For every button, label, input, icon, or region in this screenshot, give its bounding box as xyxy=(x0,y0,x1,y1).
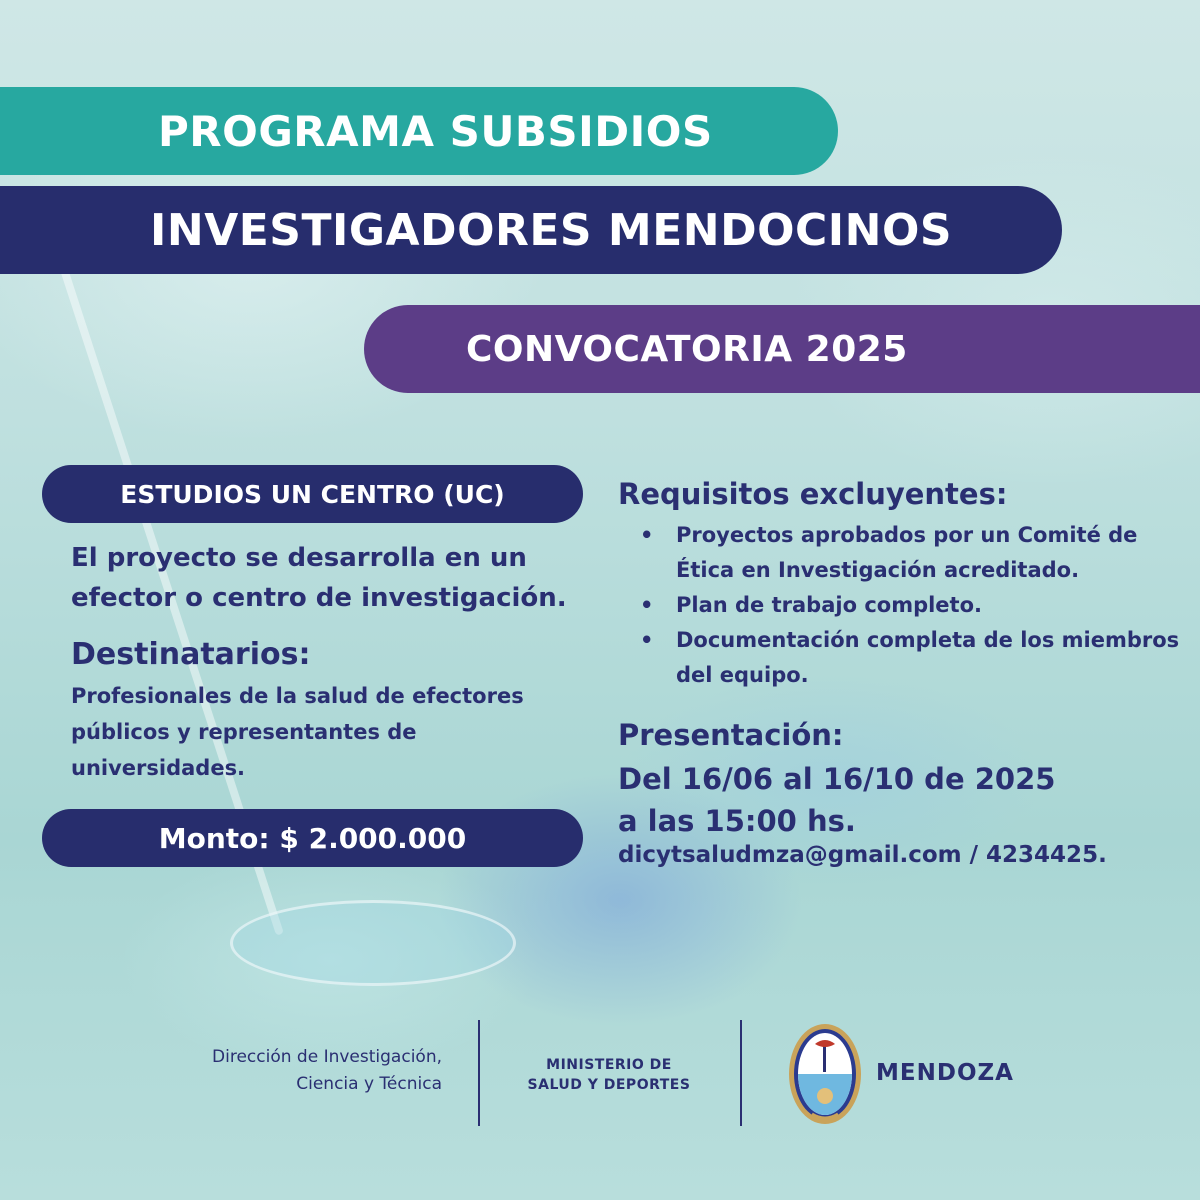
banner-title-2: INVESTIGADORES MENDOCINOS xyxy=(150,204,953,256)
direction-line-2: Ciencia y Técnica xyxy=(296,1074,442,1094)
presentation-heading: Presentación: xyxy=(618,718,844,752)
amount-label: Monto: $ 2.000.000 xyxy=(158,821,467,855)
requirement-item: • Documentación completa de los miembros del equipo. xyxy=(640,623,1185,693)
footer-divider xyxy=(478,1020,480,1126)
ministry-line-2: SALUD Y DEPORTES xyxy=(527,1077,691,1093)
requirements-heading: Requisitos excluyentes: xyxy=(618,477,1008,511)
project-description: El proyecto se desarrolla en un efector o centro de investigación. xyxy=(71,543,567,613)
contact-info: dicytsaludmza@gmail.com / 4234425. xyxy=(618,842,1107,868)
presentation-time: a las 15:00 hs. xyxy=(618,804,856,838)
category-label: ESTUDIOS UN CENTRO (UC) xyxy=(120,479,505,509)
ministry-line-1: MINISTERIO DE xyxy=(546,1057,672,1073)
presentation-details xyxy=(618,758,1055,842)
direction-line-1: Dirección de Investigación, xyxy=(212,1047,442,1067)
banner-investigadores-mendocinos xyxy=(0,186,1062,274)
banner-programa-subsidios xyxy=(0,87,838,175)
requirement-item: • Plan de trabajo completo. xyxy=(640,588,1185,623)
banner-title-1: PROGRAMA SUBSIDIOS xyxy=(158,106,713,156)
banner-convocatoria xyxy=(364,305,1200,393)
background-petri-dish xyxy=(230,900,516,986)
province-name: MENDOZA xyxy=(876,1060,1014,1086)
amount-pill xyxy=(42,809,583,867)
presentation-dates: Del 16/06 al 16/10 de 2025 xyxy=(618,762,1056,796)
recipients-text: Profesionales de la salud de efectores públicos y representantes de universidades. xyxy=(71,684,524,780)
footer-divider xyxy=(740,1020,742,1126)
mendoza-crest-icon xyxy=(786,1020,864,1128)
recipients-heading: Destinatarios: xyxy=(71,637,311,672)
requirements-list xyxy=(640,518,1185,693)
category-pill xyxy=(42,465,583,523)
direction-logo-text xyxy=(150,1044,442,1098)
ministry-logo-text xyxy=(490,1055,728,1095)
banner-title-3: CONVOCATORIA 2025 xyxy=(466,328,908,370)
requirement-item: • Proyectos aprobados por un Comité de Ética en Investigación acreditado. xyxy=(640,518,1185,588)
